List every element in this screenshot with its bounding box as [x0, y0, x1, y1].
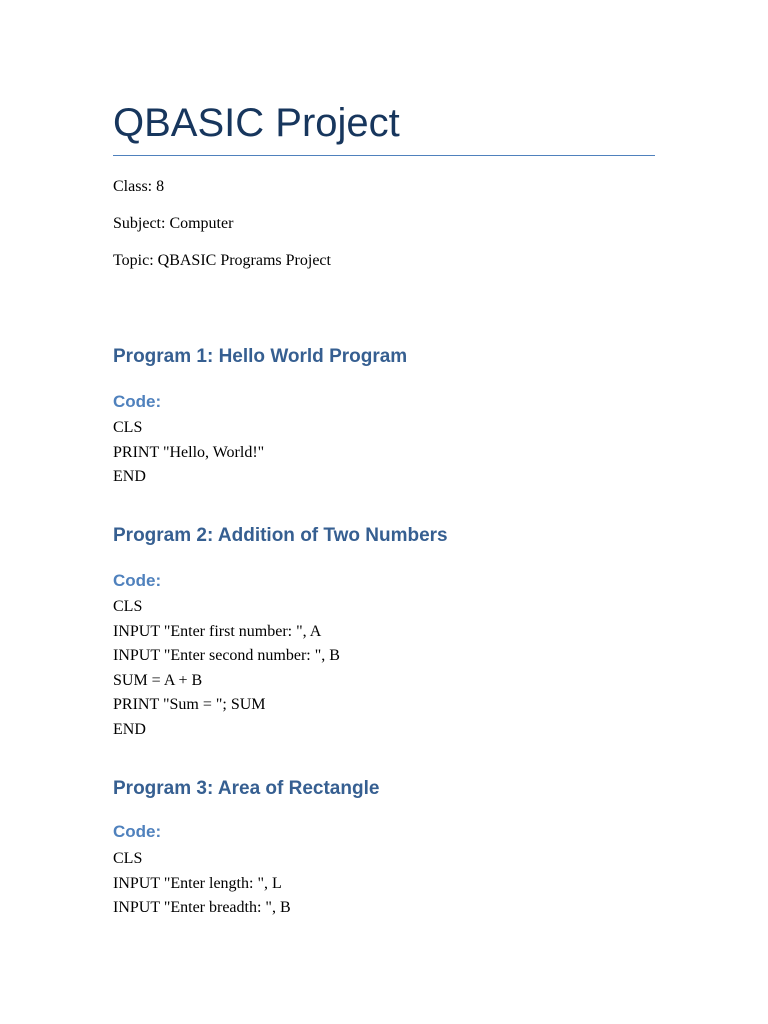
code-line: CLS: [113, 850, 143, 867]
code-line: CLS: [113, 419, 143, 436]
code-line: END: [113, 468, 146, 485]
code-line: INPUT "Enter first number: ", A: [113, 622, 322, 640]
document-title: QBASIC Project: [113, 101, 400, 145]
code-line: PRINT "Sum = "; SUM: [113, 696, 266, 713]
program-3-code: [113, 847, 291, 921]
code-line: PRINT "Hello, World!": [113, 443, 265, 461]
code-line: CLS: [113, 598, 143, 615]
program-1-heading: Program 1: Hello World Program: [113, 346, 408, 367]
program-3-heading: Program 3: Area of Rectangle: [113, 778, 380, 799]
code-line: INPUT "Enter second number: ", B: [113, 647, 340, 664]
topic-line: Topic: QBASIC Programs Project: [113, 252, 331, 269]
program-2-code-label: Code:: [113, 571, 162, 590]
program-1-code-label: Code:: [113, 392, 162, 411]
subject-line: Subject: Computer: [113, 215, 234, 232]
code-line: SUM = A + B: [113, 671, 203, 689]
program-3-code-label: Code:: [113, 822, 162, 841]
program-2-heading: Program 2: Addition of Two Numbers: [113, 525, 448, 546]
code-line: INPUT "Enter length: ", L: [113, 874, 282, 892]
code-line: END: [113, 720, 146, 738]
program-2-code: [113, 595, 340, 742]
title-underline: [113, 155, 655, 156]
class-line: Class: 8: [113, 178, 165, 195]
code-line: INPUT "Enter breadth: ", B: [113, 899, 291, 916]
program-1-code: [113, 416, 264, 490]
